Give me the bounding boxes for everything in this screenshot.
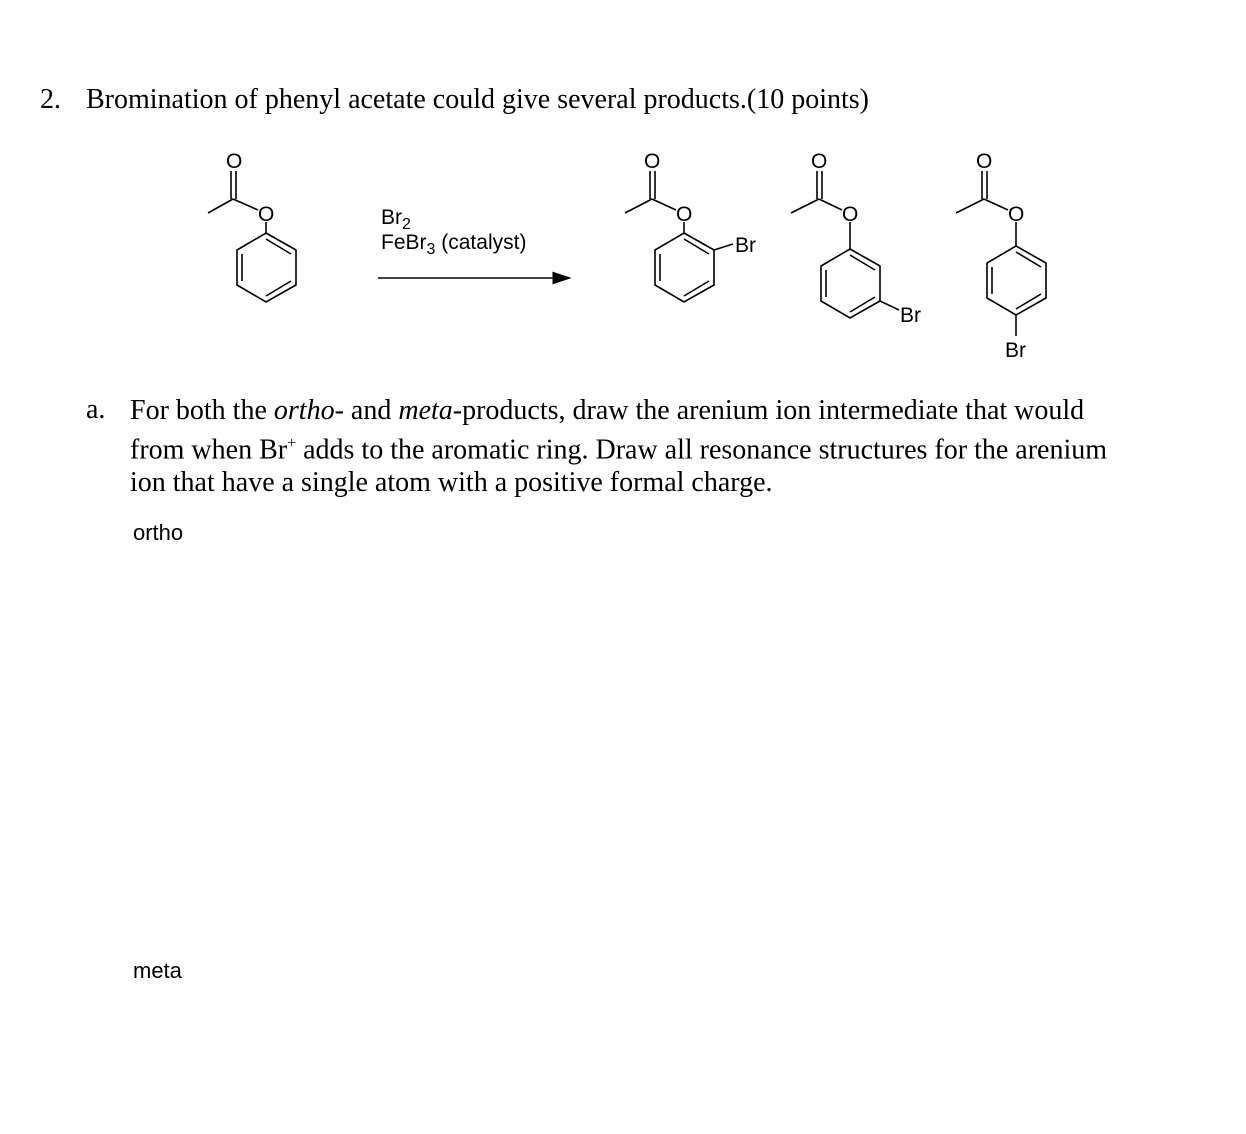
atom-O-carbonyl-ortho: O xyxy=(644,150,661,173)
atom-O-carbonyl-meta: O xyxy=(811,150,828,173)
reaction-scheme-drawing xyxy=(0,140,1246,380)
atom-O-carbonyl-para: O xyxy=(976,150,993,173)
part-a-line-2: from when Br+ adds to the aromatic ring. Draw all resonance structures for the arenium xyxy=(130,434,1108,466)
part-a-label: a. xyxy=(86,394,106,425)
meta-product-structure xyxy=(791,171,899,318)
phenyl-acetate-structure xyxy=(208,171,296,302)
atom-Br-para: Br xyxy=(1005,339,1026,362)
reagent-bromine: $Br_2$ xyxy=(381,206,411,234)
atom-Br-ortho: Br xyxy=(735,234,756,257)
question-number: 2. xyxy=(40,84,61,115)
question-title: Bromination of phenyl acetate could give several products.(10 points) xyxy=(86,84,870,115)
ortho-answer-label: ortho xyxy=(133,520,184,545)
meta-answer-label: meta xyxy=(133,958,182,983)
para-product-structure xyxy=(956,171,1046,336)
atom-O-carbonyl-start: O xyxy=(226,150,243,173)
reaction-scheme xyxy=(0,140,1246,380)
part-a-line-1: For both the ortho- and meta-products, draw the arenium ion intermediate that would xyxy=(130,395,1085,426)
part-a-prompt xyxy=(130,394,1160,499)
part-a-line-3: ion that have a single atom with a positive formal charge. xyxy=(130,467,773,499)
atom-O-ester-para: O xyxy=(1008,203,1025,226)
atom-Br-meta: Br xyxy=(900,304,921,327)
atom-O-ester-start: O xyxy=(258,203,275,226)
atom-O-ester-meta: O xyxy=(842,203,859,226)
reagent-catalyst: FeBr$_3$ (catalyst) xyxy=(381,231,527,259)
ortho-product-structure xyxy=(625,171,733,302)
atom-O-ester-ortho: O xyxy=(676,203,693,226)
